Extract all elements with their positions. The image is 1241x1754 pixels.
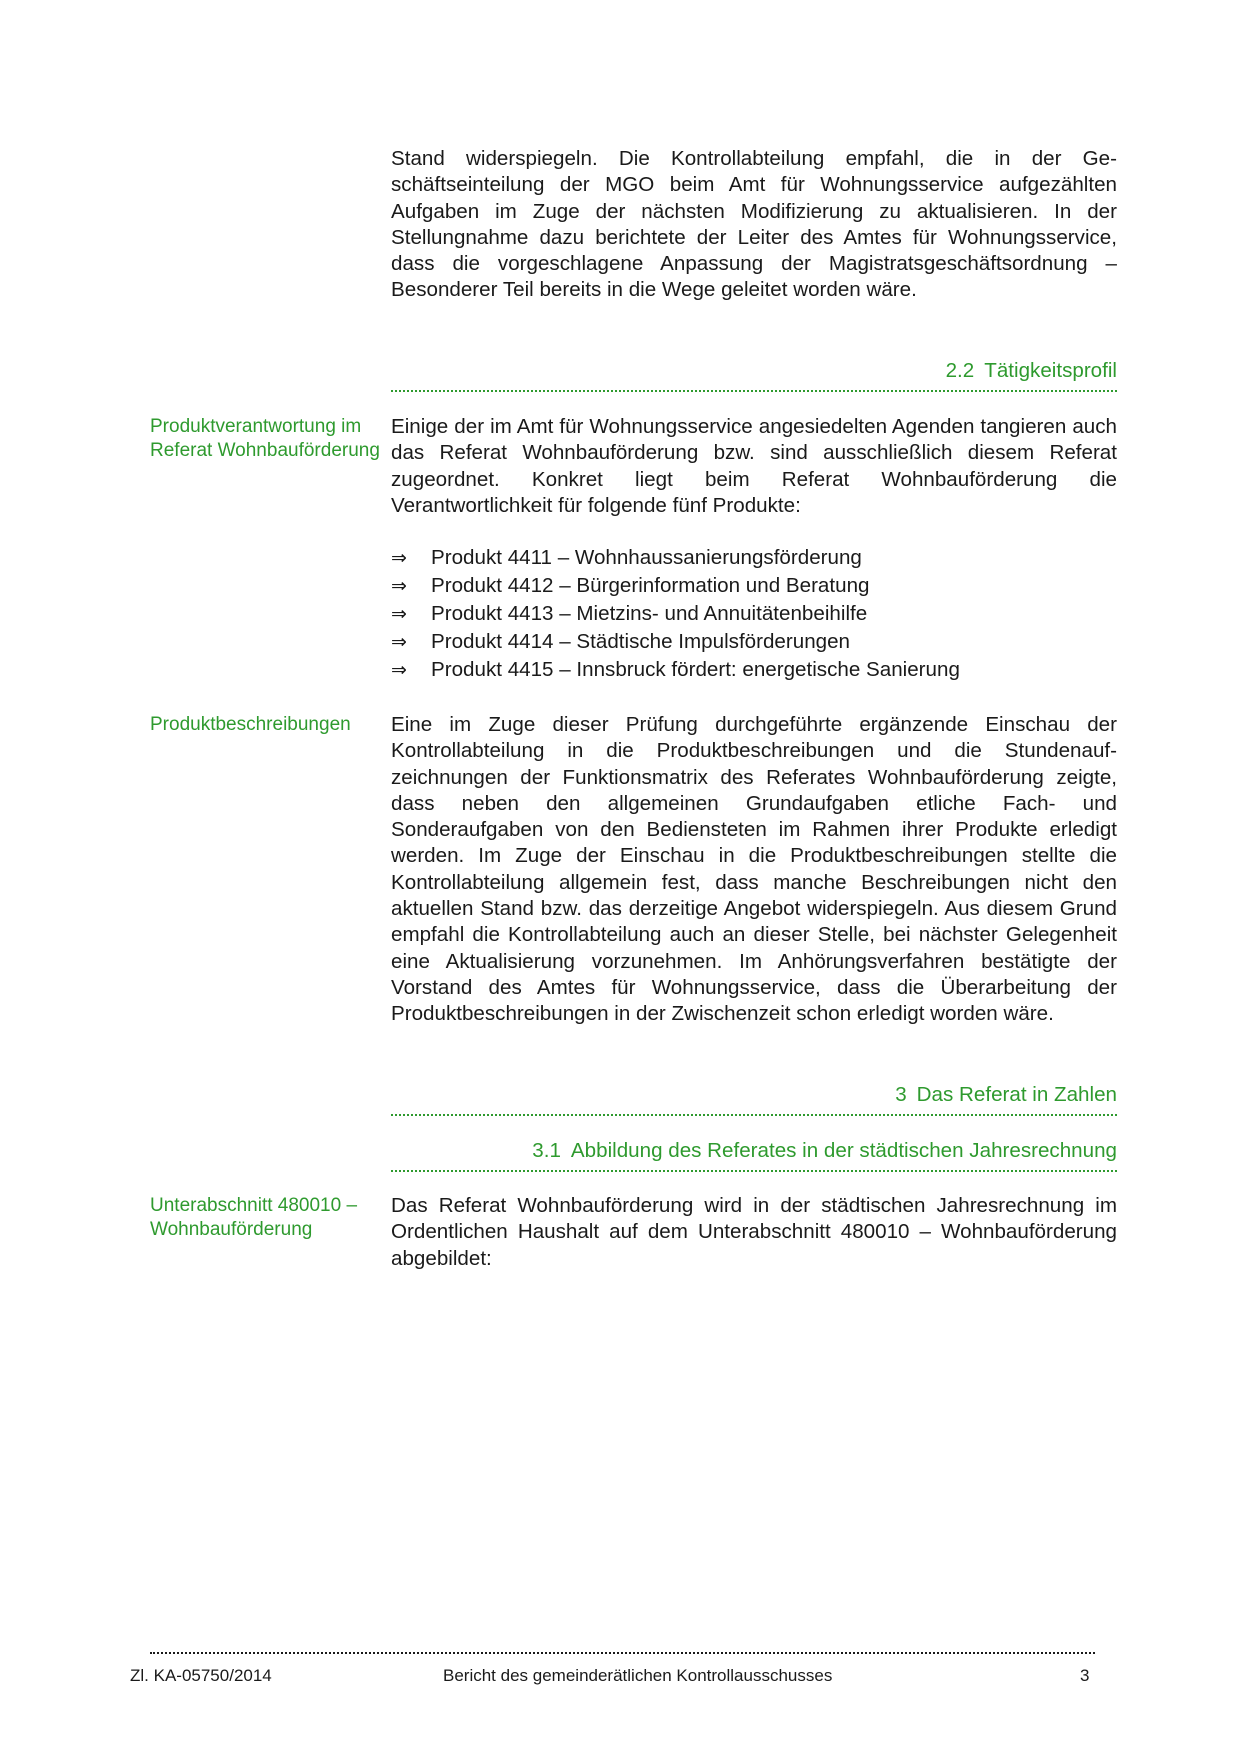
footer-reference: Zl. KA-05750/2014 (130, 1666, 272, 1685)
section-heading-3-1 (391, 1138, 1117, 1172)
page-number: 3 (1080, 1666, 1090, 1685)
margin-note-unterabschnitt: Unterabschnitt 480010 – Wohnbauförderung (150, 1195, 358, 1240)
section-title: Tätigkeitsprofil (984, 359, 1117, 382)
list-item: ⇒ Produkt 4415 – Innsbruck fördert: energetische Sanierung (391, 656, 1117, 684)
product-list (391, 544, 1117, 684)
arrow-right-icon: ⇒ (391, 547, 407, 569)
footer-title: Bericht des gemeinderätlichen Kontrollausschusses (443, 1666, 833, 1685)
list-item: ⇒ Produkt 4413 – Mietzins- und Annuitätenbeihilfe (391, 600, 1117, 628)
paragraph-agenden: Einige der im Amt für Wohnungsservice angesiedelten Agenden tangieren auch das Referat Wohnbauförderung bzw. sind ausschließlich diesem Referat zugeordnet. Konkret liegt beim Referat Wohnbauförderung die Verantwortlichkeit für folgende fünf Produkte: (391, 415, 1117, 517)
list-item: ⇒ Produkt 4412 – Bürgerinformation und Beratung (391, 572, 1117, 600)
paragraph-jahresrechnung: Das Referat Wohnbauförderung wird in der städtischen Jahresrechnung im Ordentlichen Haushalt auf dem Unterabschnitt 480010 – Wohnbauförderung abgebildet: (391, 1194, 1117, 1270)
paragraph-mgo-update: Stand widerspiegeln. Die Kontrollabteilung empfahl, die in der Geschäftseinteilung der MGO beim Amt für Wohnungsservice aufgezählten Aufgaben im Zuge der nächsten Modifizierung zu aktualisieren. In der Stellungnahme dazu berichtete der Leiter des Amtes für Wohnungsservice, dass die vorgeschlagene Anpassung der Magistratsgeschäftsordnung – Besonderer Teil bereits in die Wege geleitet worden wäre. (391, 147, 1117, 302)
section-number: 3.1 (532, 1139, 561, 1162)
arrow-right-icon: ⇒ (391, 603, 407, 625)
paragraph-einschau: Eine im Zuge dieser Prüfung durchgeführte ergänzende Einschau der Kontrollabteilung in die Produktbeschreibungen und die Stundenaufzeichnungen der Funktionsmatrix des Referates Wohnbauförderung zeigte, dass neben den allgemeinen Grundaufgaben etliche Fach- und Sonderaufgaben von den Bediensteten im Rahmen ihrer Produkte erledigt werden. Im Zuge der Einschau in die Produktbeschreibungen stellte die Kontrollabteilung allgemein fest, dass manche Beschreibungen nicht den aktuellen Stand bzw. das derzeitige Angebot widerspiegeln. Aus diesem Grund empfahl die Kontrollabteilung auch an dieser Stelle, bei nächster Gelegenheit eine Aktualisierung vorzunehmen. Im Anhörungsverfahren bestätigte der Vorstand des Amtes für Wohnungsservice, dass die Überarbeitung der Produktbeschreibungen in der Zwischenzeit schon erledigt worden wäre. (391, 713, 1117, 1026)
list-item: ⇒ Produkt 4414 – Städtische Impulsförderungen (391, 628, 1117, 656)
section-heading-3 (391, 1082, 1117, 1116)
margin-note-product-responsibility: Produktverantwortung im Referat Wohnbauförderung (150, 416, 380, 461)
section-title: Abbildung des Referates in der städtischen Jahresrechnung (570, 1139, 1117, 1162)
margin-note-product-descriptions: Produktbeschreibungen (150, 714, 351, 735)
section-title: Das Referat in Zahlen (916, 1083, 1117, 1106)
section-number: 2.2 (945, 359, 975, 382)
section-number: 3 (895, 1083, 907, 1106)
footer-divider (150, 1652, 1095, 1654)
section-heading-2-2 (391, 358, 1117, 392)
arrow-right-icon: ⇒ (391, 631, 407, 653)
list-item: ⇒ Produkt 4411 – Wohnhaussanierungsförderung (391, 544, 1117, 572)
arrow-right-icon: ⇒ (391, 575, 407, 597)
arrow-right-icon: ⇒ (391, 659, 407, 681)
